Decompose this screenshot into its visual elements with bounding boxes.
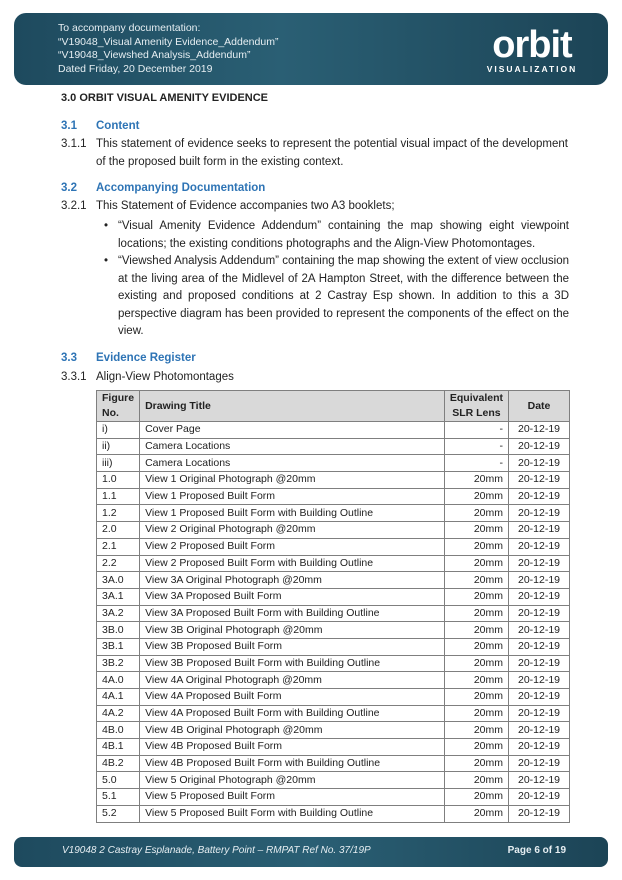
cell-lens: 20mm [444, 605, 508, 622]
cell-drawing-title: View 3B Original Photograph @20mm [140, 622, 445, 639]
table-row [97, 472, 570, 489]
cell-lens: 20mm [444, 555, 508, 572]
table-row [97, 722, 570, 739]
cell-drawing-title: View 3B Proposed Built Form [140, 638, 445, 655]
cell-date: 20-12-19 [509, 438, 570, 455]
cell-drawing-title: Camera Locations [140, 438, 445, 455]
section-number: 3.3 [61, 352, 77, 364]
table-row [97, 739, 570, 756]
table-row [97, 422, 570, 439]
cell-figure-no: 3A.2 [97, 605, 140, 622]
cell-lens: 20mm [444, 488, 508, 505]
cell-figure-no: 3B.2 [97, 655, 140, 672]
table-row [97, 555, 570, 572]
cell-drawing-title: View 3B Proposed Built Form with Building Outline [140, 655, 445, 672]
header-banner [14, 13, 608, 85]
cell-drawing-title: View 4B Original Photograph @20mm [140, 722, 445, 739]
paragraph-number: 3.2.1 [61, 200, 87, 212]
cell-drawing-title: View 1 Original Photograph @20mm [140, 472, 445, 489]
section-number: 3.2 [61, 182, 77, 194]
cell-drawing-title: View 4B Proposed Built Form [140, 739, 445, 756]
cell-figure-no: 4B.1 [97, 739, 140, 756]
cell-drawing-title: View 1 Proposed Built Form with Building Outline [140, 505, 445, 522]
cell-drawing-title: View 4A Original Photograph @20mm [140, 672, 445, 689]
cell-figure-no: 2.0 [97, 522, 140, 539]
cell-lens: 20mm [444, 588, 508, 605]
cell-figure-no: 3A.0 [97, 572, 140, 589]
header-lens: Equivalent SLR Lens [444, 391, 508, 422]
table-row [97, 805, 570, 822]
cell-date: 20-12-19 [509, 605, 570, 622]
cell-lens: 20mm [444, 805, 508, 822]
paragraph-text: This statement of evidence seeks to represent the potential visual impact of the development of the proposed built form in the existing context. [96, 138, 568, 168]
cell-date: 20-12-19 [509, 638, 570, 655]
table-row [97, 755, 570, 772]
cell-date: 20-12-19 [509, 455, 570, 472]
cell-lens: 20mm [444, 722, 508, 739]
table-row [97, 505, 570, 522]
paragraph-number: 3.3.1 [61, 371, 87, 383]
table-row [97, 638, 570, 655]
cell-lens: 20mm [444, 522, 508, 539]
cell-lens: - [444, 455, 508, 472]
section-title: Evidence Register [96, 352, 196, 364]
header-line: Dated Friday, 20 December 2019 [58, 62, 213, 75]
cell-date: 20-12-19 [509, 572, 570, 589]
cell-date: 20-12-19 [509, 655, 570, 672]
cell-figure-no: i) [97, 422, 140, 439]
cell-figure-no: 5.0 [97, 772, 140, 789]
evidence-register-table [96, 390, 570, 823]
section-heading-content [61, 120, 139, 132]
footer-banner [14, 837, 608, 867]
table-row [97, 672, 570, 689]
cell-figure-no: 3B.1 [97, 638, 140, 655]
cell-drawing-title: View 3A Proposed Built Form with Building Outline [140, 605, 445, 622]
header-line: To accompany documentation: [58, 22, 201, 34]
cell-date: 20-12-19 [509, 805, 570, 822]
cell-date: 20-12-19 [509, 705, 570, 722]
cell-figure-no: 1.0 [97, 472, 140, 489]
cell-drawing-title: Camera Locations [140, 455, 445, 472]
cell-date: 20-12-19 [509, 722, 570, 739]
bullet-text: “Visual Amenity Evidence Addendum” containing the map showing eight viewpoint locations; the existing conditions photographs and the Align-View Photomontages. [118, 220, 569, 250]
cell-figure-no: 4B.2 [97, 755, 140, 772]
table-row [97, 438, 570, 455]
cell-figure-no: 3B.0 [97, 622, 140, 639]
cell-lens: 20mm [444, 505, 508, 522]
header-info [58, 22, 278, 76]
cell-lens: 20mm [444, 538, 508, 555]
cell-figure-no: 4A.1 [97, 689, 140, 706]
cell-lens: 20mm [444, 789, 508, 806]
cell-drawing-title: View 2 Proposed Built Form with Building Outline [140, 555, 445, 572]
header-line: “V19048_Viewshed Analysis_Addendum” [58, 49, 251, 61]
table-row [97, 455, 570, 472]
cell-lens: 20mm [444, 655, 508, 672]
table-row [97, 522, 570, 539]
cell-date: 20-12-19 [509, 555, 570, 572]
cell-lens: 20mm [444, 755, 508, 772]
bullet-icon: • [104, 255, 109, 267]
page-heading: 3.0 ORBIT VISUAL AMENITY EVIDENCE [61, 92, 269, 104]
section-heading-register [61, 352, 196, 364]
cell-date: 20-12-19 [509, 739, 570, 756]
cell-date: 20-12-19 [509, 472, 570, 489]
cell-lens: - [444, 438, 508, 455]
cell-figure-no: 5.2 [97, 805, 140, 822]
cell-date: 20-12-19 [509, 672, 570, 689]
cell-figure-no: 2.2 [97, 555, 140, 572]
table-row [97, 572, 570, 589]
cell-drawing-title: View 1 Proposed Built Form [140, 488, 445, 505]
bullet-item [96, 218, 569, 253]
bullet-item [96, 253, 569, 341]
cell-lens: 20mm [444, 622, 508, 639]
table-row [97, 789, 570, 806]
cell-drawing-title: View 3A Original Photograph @20mm [140, 572, 445, 589]
cell-lens: 20mm [444, 705, 508, 722]
cell-lens: 20mm [444, 638, 508, 655]
section-heading-documentation [61, 182, 265, 194]
cell-date: 20-12-19 [509, 755, 570, 772]
cell-drawing-title: View 4A Proposed Built Form [140, 689, 445, 706]
cell-figure-no: 4A.2 [97, 705, 140, 722]
cell-figure-no: 4B.0 [97, 722, 140, 739]
paragraph-text: This Statement of Evidence accompanies two A3 booklets; [96, 200, 395, 212]
header-line: “V19048_Visual Amenity Evidence_Addendum” [58, 35, 279, 48]
cell-lens: 20mm [444, 689, 508, 706]
section-number: 3.1 [61, 120, 77, 132]
table-row [97, 488, 570, 505]
cell-lens: - [444, 422, 508, 439]
cell-date: 20-12-19 [509, 588, 570, 605]
cell-figure-no: 1.1 [97, 488, 140, 505]
cell-date: 20-12-19 [509, 505, 570, 522]
cell-date: 20-12-19 [509, 789, 570, 806]
table-row [97, 772, 570, 789]
cell-date: 20-12-19 [509, 422, 570, 439]
cell-drawing-title: View 4A Proposed Built Form with Building Outline [140, 705, 445, 722]
table-row [97, 605, 570, 622]
cell-lens: 20mm [444, 772, 508, 789]
cell-date: 20-12-19 [509, 689, 570, 706]
paragraph-number: 3.1.1 [61, 138, 87, 150]
table-row [97, 705, 570, 722]
section-title: Content [96, 120, 140, 132]
bullet-icon: • [104, 220, 109, 232]
cell-figure-no: 3A.1 [97, 588, 140, 605]
cell-date: 20-12-19 [509, 772, 570, 789]
cell-date: 20-12-19 [509, 522, 570, 539]
table-row [97, 655, 570, 672]
logo-subtitle: VISUALIZATION [486, 64, 578, 74]
logo-wordmark: orbit [492, 24, 572, 66]
paragraph-text: Align-View Photomontages [96, 371, 234, 383]
cell-drawing-title: Cover Page [140, 422, 445, 439]
cell-lens: 20mm [444, 672, 508, 689]
cell-lens: 20mm [444, 572, 508, 589]
paragraph-3-2-1 [61, 198, 568, 216]
cell-figure-no: 2.1 [97, 538, 140, 555]
cell-figure-no: 1.2 [97, 505, 140, 522]
table-row [97, 588, 570, 605]
paragraph-3-3-1 [61, 369, 568, 387]
cell-lens: 20mm [444, 472, 508, 489]
cell-drawing-title: View 4B Proposed Built Form with Building Outline [140, 755, 445, 772]
table-row [97, 538, 570, 555]
cell-figure-no: iii) [97, 455, 140, 472]
section-title: Accompanying Documentation [96, 182, 266, 194]
footer-project-ref: V19048 2 Castray Esplanade, Battery Point – RMPAT Ref No. 37/19P [62, 845, 371, 856]
cell-drawing-title: View 2 Original Photograph @20mm [140, 522, 445, 539]
header-drawing-title: Drawing Title [140, 391, 445, 422]
page-number: Page 6 of 19 [507, 845, 566, 856]
cell-figure-no: ii) [97, 438, 140, 455]
cell-date: 20-12-19 [509, 538, 570, 555]
table-header-row [97, 391, 570, 422]
table-row [97, 689, 570, 706]
cell-date: 20-12-19 [509, 488, 570, 505]
cell-drawing-title: View 2 Proposed Built Form [140, 538, 445, 555]
table-body [97, 422, 570, 823]
cell-lens: 20mm [444, 739, 508, 756]
paragraph-3-1-1 [61, 136, 568, 171]
orbit-logo [482, 24, 582, 75]
cell-date: 20-12-19 [509, 622, 570, 639]
cell-drawing-title: View 5 Original Photograph @20mm [140, 772, 445, 789]
cell-figure-no: 4A.0 [97, 672, 140, 689]
cell-drawing-title: View 5 Proposed Built Form with Building Outline [140, 805, 445, 822]
header-figure-no: Figure No. [97, 391, 140, 422]
table-row [97, 622, 570, 639]
header-date: Date [509, 391, 570, 422]
cell-drawing-title: View 5 Proposed Built Form [140, 789, 445, 806]
cell-figure-no: 5.1 [97, 789, 140, 806]
cell-drawing-title: View 3A Proposed Built Form [140, 588, 445, 605]
bullet-text: “Viewshed Analysis Addendum” containing the map showing the extent of view occlusion at the living area of the Midlevel of 2A Hampton Street, with the difference between the existing and proposed conditions at 2 Castray Esp shown. In addition to this a 3D perspective diagram has been provided to represent the components of the effect on the view. [118, 255, 569, 337]
